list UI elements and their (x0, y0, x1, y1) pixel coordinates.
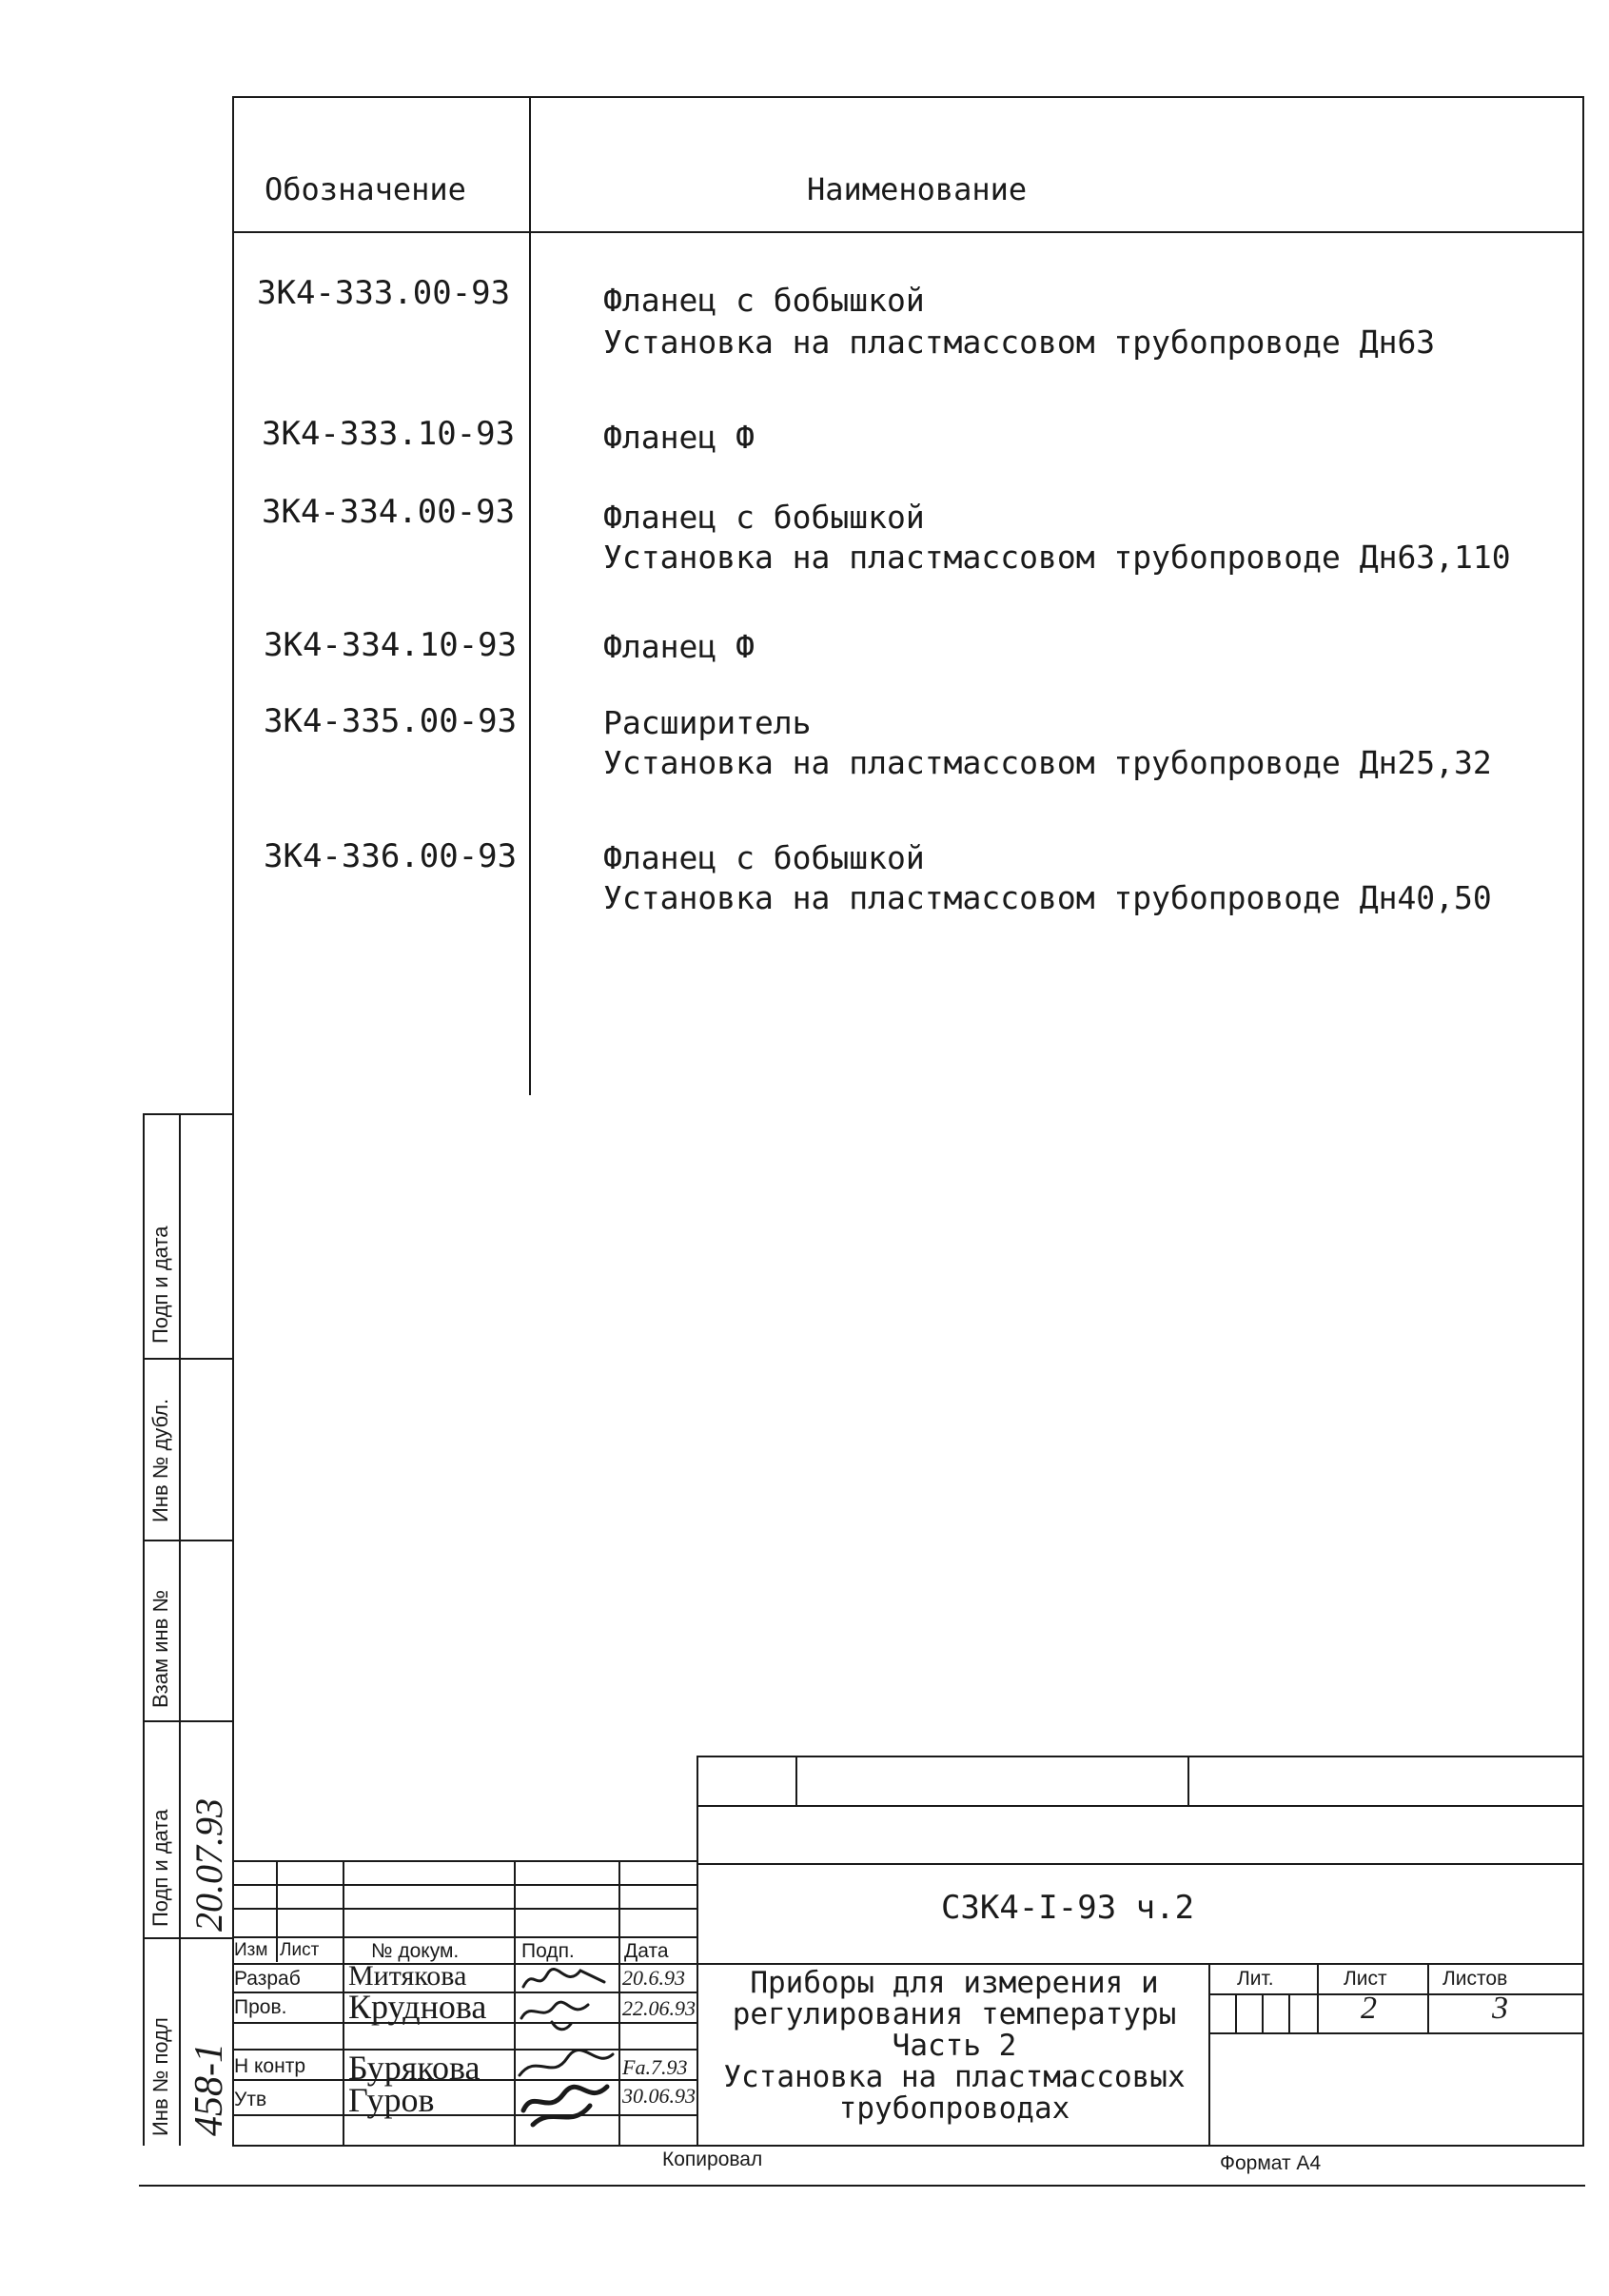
row-line: Фланец с бобышкой (603, 499, 925, 536)
sign-date: 30.06.93 (622, 2084, 696, 2108)
row-line: Установка на пластмассовом трубопроводе Дн63 (603, 324, 1436, 361)
stamp-line (343, 1860, 344, 2146)
row-line: Фланец Ф (603, 419, 755, 456)
row-code: ЗК4-336.00-93 (264, 837, 518, 875)
side-stamp-line (143, 1937, 234, 1939)
stamp-line (618, 1860, 620, 2146)
stamp-line (232, 2114, 697, 2116)
stamp-line (795, 1756, 797, 1805)
page-bottom-rule (139, 2185, 1585, 2187)
signatures-drawing (514, 1963, 618, 2146)
stamp-line (1235, 1993, 1237, 2032)
row-line: Фланец с бобышкой (603, 282, 925, 319)
header-designation: Обозначение (265, 171, 466, 207)
sign-date: 20.6.93 (622, 1966, 685, 1990)
copied-label: Копировал (662, 2149, 763, 2170)
frame-top-line (232, 96, 1584, 98)
stamp-line (1288, 1993, 1290, 2032)
stamp-line (232, 1860, 697, 1862)
stamp-line (1427, 1963, 1429, 2032)
stamp-line (232, 1908, 697, 1910)
row-code: ЗК4-335.00-93 (264, 702, 518, 740)
signer-name: Гуров (348, 2081, 435, 2119)
stamp-line (1208, 1963, 1210, 2146)
side-stamp-line (143, 1540, 234, 1541)
header-bottom-line (232, 231, 1584, 233)
document-code: СЗК4-I-93 ч.2 (940, 1889, 1195, 1927)
stamp-line (1187, 1756, 1189, 1805)
stamp-line (1208, 2032, 1583, 2034)
col-data: Дата (624, 1940, 669, 1962)
row-line: Фланец с бобышкой (603, 839, 925, 876)
stamp-line (1317, 1963, 1319, 2032)
sign-date: 22.06.93 (622, 1996, 696, 2020)
role-label: Н контр (234, 2055, 305, 2077)
row-line: Установка на пластмассовом трубопроводе Дн63,110 (603, 539, 1511, 576)
side-stamp-line (143, 1113, 234, 1115)
frame-bottom-line (232, 2145, 1584, 2147)
row-code: ЗК4-333.10-93 (262, 415, 516, 453)
side-stamp-line (143, 1358, 234, 1360)
col-izm: Изм (234, 1940, 268, 1960)
side-stamp-inner-line (179, 1113, 181, 2146)
signature-mark (520, 2050, 613, 2075)
lit-label: Лит. (1237, 1968, 1274, 1990)
row-line: Расширитель (603, 704, 812, 741)
side-label-podp-data: Подп и дата (148, 1809, 172, 1927)
stamp-line (1208, 1993, 1583, 1995)
role-label: Пров. (234, 1996, 287, 2018)
format-label: Формат А4 (1220, 2152, 1322, 2174)
row-line: Установка на пластмассовом трубопроводе Дн25,32 (603, 744, 1492, 781)
stamp-line (697, 1863, 1583, 1865)
col-doc: № докум. (371, 1940, 460, 1962)
sheet-label: Лист (1344, 1968, 1387, 1990)
stamp-line (232, 1936, 697, 1938)
signer-name: Митякова (348, 1960, 467, 1992)
stamp-line (697, 1756, 698, 2146)
handwritten-inv-number: 458-1 (187, 2043, 231, 2136)
stamp-line (276, 1860, 278, 1962)
signature-mark (523, 1970, 604, 1987)
side-label-inv-podl: Инв № подл (148, 2017, 172, 2136)
sheets-label: Листов (1442, 1968, 1508, 1990)
side-label-inv-dubl: Инв № дубл. (148, 1398, 172, 1522)
stamp-line (697, 1805, 1583, 1807)
stamp-line (1262, 1993, 1264, 2032)
sheets-value: 3 (1492, 1991, 1508, 2026)
side-stamp-line (143, 1720, 234, 1722)
col-podp: Подп. (521, 1940, 575, 1962)
document-title: Приборы для измерения и регулирования температуры Часть 2 Установка на пластмассовых трубопроводах (723, 1966, 1186, 2126)
row-code: ЗК4-334.00-93 (262, 493, 516, 531)
frame-right-line (1582, 96, 1584, 2146)
signer-name: Круднова (348, 1988, 487, 2026)
header-name: Наименование (807, 171, 1028, 207)
frame-left-line (232, 96, 234, 2146)
stamp-line (697, 1756, 1583, 1757)
sign-date: Fa.7.93 (622, 2055, 688, 2079)
column-divider (529, 96, 531, 1095)
row-line: Фланец Ф (603, 628, 755, 665)
side-label-vzam-inv: Взам инв № (148, 1589, 172, 1708)
role-label: Утв (234, 2089, 267, 2110)
handwritten-date: 20.07.93 (187, 1798, 230, 1932)
row-code: ЗК4-333.00-93 (257, 274, 511, 312)
signature-mark (523, 2087, 607, 2125)
side-label-podp-data: Подп и дата (148, 1226, 172, 1344)
side-stamp-outer-line (143, 1113, 145, 2146)
row-line: Установка на пластмассовом трубопроводе Дн40,50 (603, 879, 1492, 916)
row-code: ЗК4-334.10-93 (264, 626, 518, 664)
signer-name: Бурякова (348, 2049, 481, 2087)
sheet-value: 2 (1361, 1991, 1377, 2026)
stamp-line (232, 1884, 697, 1886)
col-list: Лист (280, 1940, 320, 1960)
stamp-line (697, 1963, 1583, 1965)
role-label: Разраб (234, 1968, 301, 1990)
signature-mark (521, 2002, 588, 2030)
